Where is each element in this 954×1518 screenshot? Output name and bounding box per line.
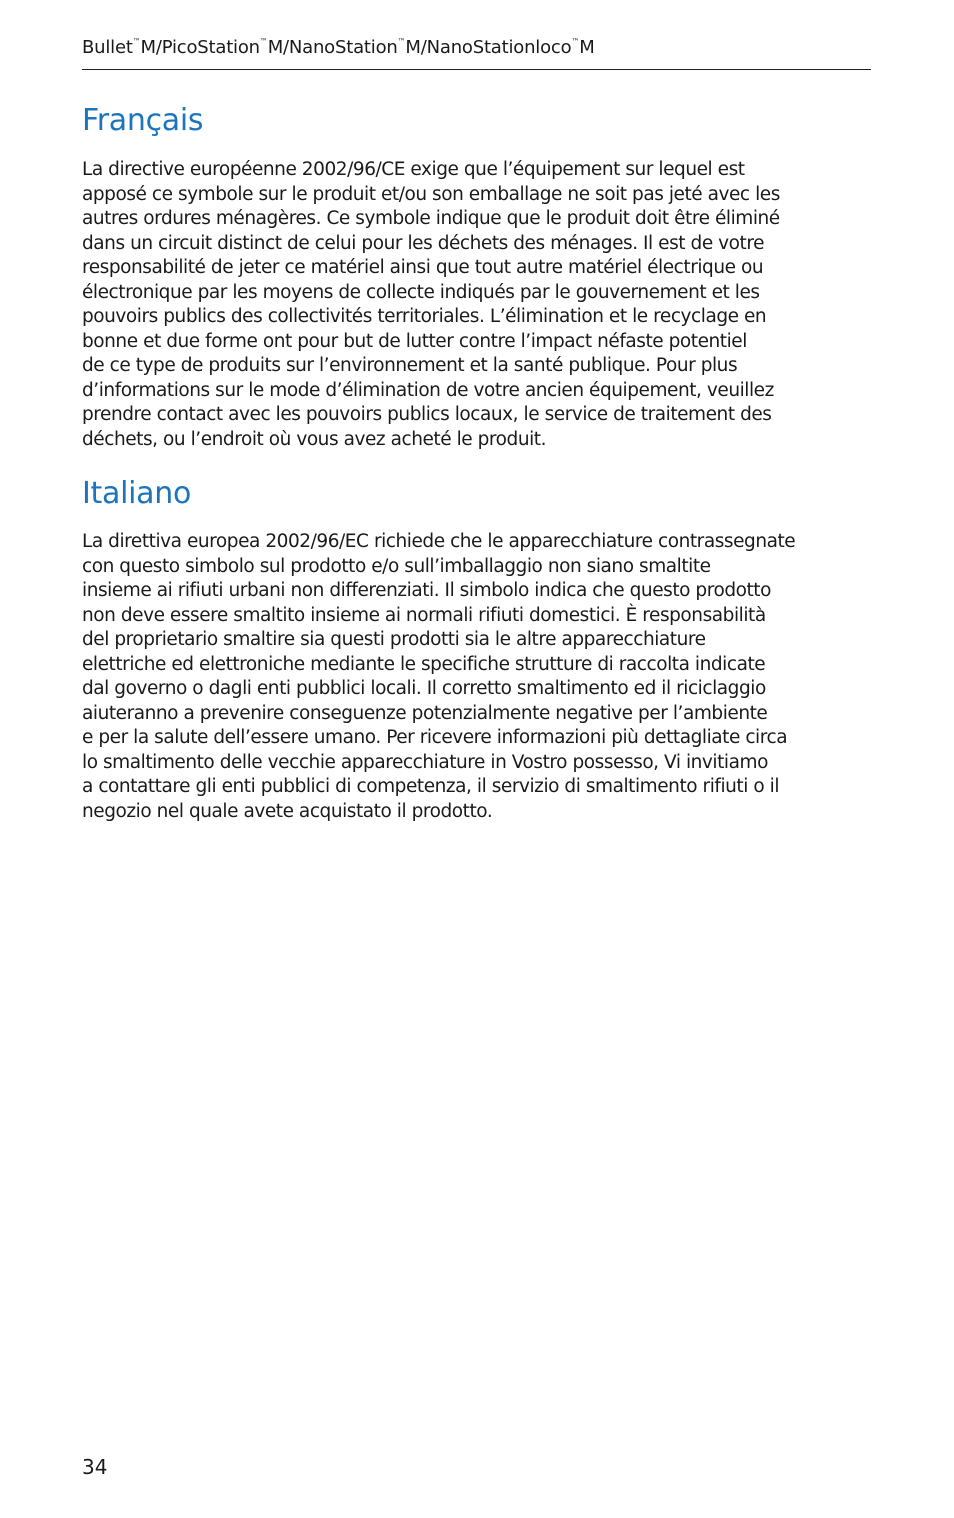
- paragraph-line: apposé ce symbole sur le produit et/ou son emballage ne soit pas jeté avec les: [82, 183, 780, 205]
- header-product-nanostation: M/NanoStation: [267, 37, 398, 58]
- paragraph-line: insieme ai rifiuti urbani non differenziati. Il simbolo indica che questo prodotto: [82, 580, 771, 601]
- page-number: 34: [82, 1455, 108, 1479]
- running-header: [82, 36, 871, 70]
- paragraph-line: dans un circuit distinct de celui pour les déchets des ménages. Il est de votre: [82, 232, 765, 254]
- paragraph-line: elettriche ed elettroniche mediante le specifiche strutture di raccolta indicate: [82, 653, 766, 675]
- paragraph-line: d’informations sur le mode d’élimination de votre ancien équipement, veuillez: [82, 379, 774, 401]
- paragraph-line: prendre contact avec les pouvoirs publics locaux, le service de traitement des: [82, 404, 772, 425]
- header-product-suffix: M: [579, 37, 595, 58]
- paragraph-line: a contattare gli enti pubblici di competenza, il servizio di smaltimento rifiuti o il: [82, 776, 780, 797]
- paragraph-line: électronique par les moyens de collecte indiqués par le gouvernement et les: [82, 281, 760, 303]
- paragraph-line: aiuteranno a prevenire conseguenze potenzialmente negative per l’ambiente: [82, 702, 768, 724]
- header-product-names: [82, 36, 871, 60]
- trademark-symbol: ™: [397, 37, 406, 46]
- paragraph-line: pouvoirs publics des collectivités territoriales. L’élimination et le recyclage en: [82, 306, 767, 327]
- paragraph-line: dal governo o dagli enti pubblici locali. Il corretto smaltimento ed il riciclaggio: [82, 678, 766, 699]
- trademark-symbol: ™: [259, 37, 268, 46]
- header-product-nanostationloco: M/NanoStationloco: [405, 37, 572, 58]
- header-product-picostation: M/PicoStation: [140, 37, 260, 58]
- trademark-symbol: ™: [571, 37, 580, 46]
- section-title-francais: Français: [82, 103, 204, 138]
- paragraph-line: La directive européenne 2002/96/CE exige que l’équipement sur lequel est: [82, 159, 745, 180]
- paragraph-line: con questo simbolo sul prodotto e/o sull’imballaggio non siano smaltite: [82, 555, 711, 577]
- paragraph-line: negozio nel quale avete acquistato il prodotto.: [82, 800, 493, 822]
- section-body-italiano: [82, 530, 882, 824]
- paragraph-line: e per la salute dell’essere umano. Per ricevere informazioni più dettagliate circa: [82, 727, 788, 748]
- paragraph-line: La direttiva europea 2002/96/EC richiede che le apparecchiature contrassegnate: [82, 531, 796, 552]
- paragraph-line: déchets, ou l’endroit où vous avez acheté le produit.: [82, 428, 547, 450]
- paragraph-line: lo smaltimento delle vecchie apparecchiature in Vostro possesso, Vi invitiamo: [82, 751, 768, 773]
- trademark-symbol: ™: [132, 37, 141, 46]
- paragraph-line: non deve essere smaltito insieme ai normali rifiuti domestici. È responsabilità: [82, 604, 766, 626]
- paragraph-line: de ce type de produits sur l’environnement et la santé publique. Pour plus: [82, 355, 738, 376]
- paragraph-line: autres ordures ménagères. Ce symbole indique que le produit doit être éliminé: [82, 208, 780, 229]
- paragraph-line: del proprietario smaltire sia questi prodotti sia le altre apparecchiature: [82, 629, 706, 650]
- section-body-francais: [82, 158, 882, 452]
- paragraph-line: bonne et due forme ont pour but de lutter contre l’impact néfaste potentiel: [82, 330, 747, 352]
- section-title-italiano: Italiano: [82, 476, 192, 511]
- header-product-bullet: Bullet: [82, 37, 133, 58]
- paragraph-line: responsabilité de jeter ce matériel ainsi que tout autre matériel électrique ou: [82, 257, 764, 278]
